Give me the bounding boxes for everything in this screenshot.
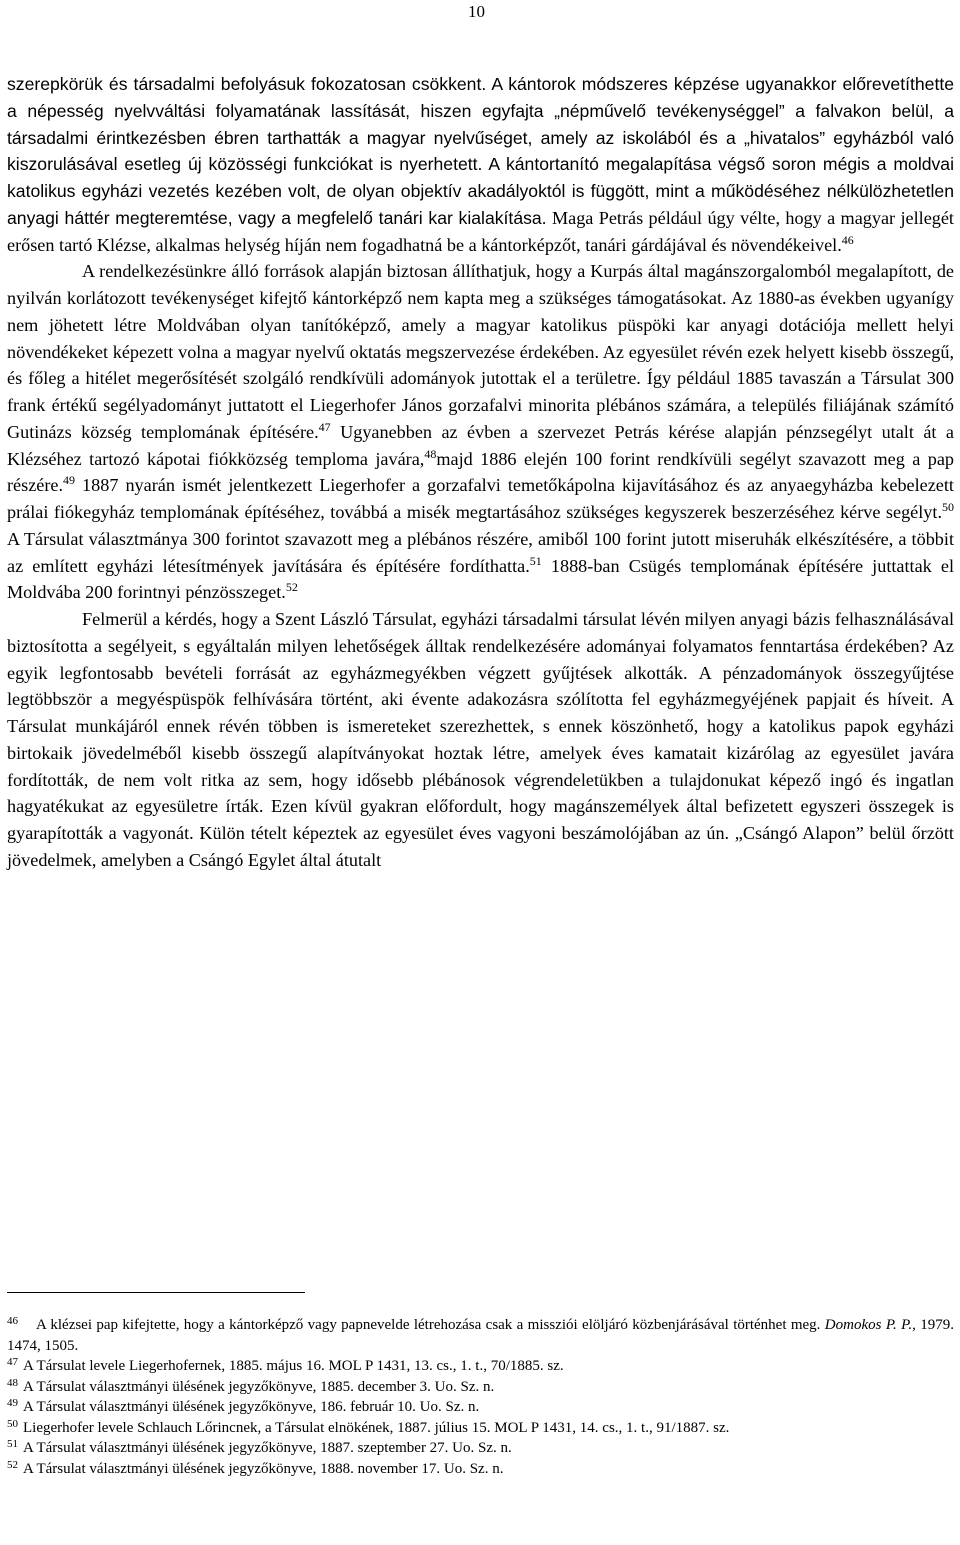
body-text xyxy=(7,71,954,874)
text-run: szerepkörük és társadalmi befolyásuk fokozatosan csökkent. xyxy=(7,74,492,94)
text-run: A Társulat választmánya 300 forintot szavazott meg a plébános részére, amiből 100 forint jutott miseruhák elkészítésére, a többit az említett egyházi létesítmények javítására és építésére fordíthatta. xyxy=(7,528,954,576)
footnote-ref[interactable]: 52 xyxy=(285,580,298,595)
footnote-number: 46 xyxy=(7,1315,18,1327)
footnote-number: 49 xyxy=(7,1397,18,1409)
footnote-number: 51 xyxy=(7,1438,18,1450)
text-run: majd 1886 elején 100 forint rendkívüli segélyt szavazott meg a pap részére. xyxy=(7,448,954,496)
text-run: Maga Petrás például úgy vélte, hogy a magyar jellegét erősen tartó Klézse, alkalmas helység híján nem fogadhatná be a kántorképzőt, tanári gárdájával és növendékeivel. xyxy=(7,207,954,255)
footnote-ref[interactable]: 46 xyxy=(841,232,854,247)
footnote xyxy=(7,1377,954,1398)
footnote-text: A Társulat választmányi ülésének jegyzőkönyve, 1885. december 3. Uo. Sz. n. xyxy=(23,1378,495,1395)
footnote-number: 52 xyxy=(7,1458,18,1471)
text-run: 1888-ban Csügés templomának építésére juttattak el Moldvába 200 forintnyi pénzösszeget. xyxy=(7,555,955,603)
text-run: A rendelkezésünkre álló források alapján biztosan állíthatjuk, hogy a Kurpás által magánszorgalomból megalapított, de nyilván korlátozott tevékenységet kifejtő kántorképző nem kapta meg a szükséges támogatásokat. Az 1880-as években ugyanígy nem jöhetett létre Moldvában olyan tanítóképző, amely a magyar katolikus püspöki kar anyagi dotációja mellett helyi növendékeket képezett volna a magyar nyelvű oktatás megszervezése érdekében. Az egyesület révén ezek helyett kisebb összegű, és főleg a hitélet megerősítését szolgáló rendkívüli adományok jutottak el a területre. Így például 1885 tavaszán a Társulat 300 frank értékű segélyadományt juttatott el Liegerhofer János gorzafalvi minorita plébános számára, a település filiájának számító Gutinázs község templomának építésére. xyxy=(7,261,954,442)
footnote-text: A klézsei pap kifejtette, hogy a kántorképző vagy papnevelde létrehozása csak a missziói elöljáró közbenjárásával történhet meg. xyxy=(36,1317,825,1333)
footnote xyxy=(7,1438,954,1459)
footnote-divider xyxy=(7,1292,305,1293)
footnote xyxy=(7,1356,954,1377)
footnote xyxy=(7,1459,954,1480)
footnote-number: 50 xyxy=(7,1417,18,1430)
footnote-text: Liegerhofer levele Schlauch Lőrincnek, a Társulat elnökének, 1887. július 15. MOL P 1431, 14. cs., 1. t., 91/1887. sz. xyxy=(23,1419,730,1436)
footnote-number: 48 xyxy=(7,1376,18,1389)
footnote-text: , 1979. 1474, 1505. xyxy=(7,1317,954,1354)
footnote xyxy=(7,1418,954,1439)
footnote-ref[interactable]: 48 xyxy=(424,446,437,461)
text-run: A kántortanító megalapítása végső soron mégis a moldvai katolikus egyházi vezetés kezében volt, de olyan objektív akadályoktól is függött, mint a működéséhez nélkülözhetetlen anyagi háttér megteremtése, vagy a megfelelő tanári kar kialakítása. xyxy=(7,154,954,228)
paragraph xyxy=(7,258,954,606)
page-number: 10 xyxy=(468,2,485,21)
paragraph xyxy=(7,606,954,874)
footnote-text: A Társulat levele Liegerhofernek, 1885. május 16. MOL P 1431, 13. cs., 1. t., 70/1885. sz. xyxy=(23,1358,564,1374)
citation-author: Domokos P. P. xyxy=(824,1317,913,1333)
footnote-number: 47 xyxy=(7,1356,18,1368)
text-run: Felmerül a kérdés, hogy a Szent László Társulat, egyházi társadalmi társulat lévén milyen anyagi bázis felhasználásával biztosította a segélyeit, s egyáltalán milyen lehetőségek álltak rendelkezésére adományai folyamatos fenntartása érdekében? Az egyik legfontosabb bevételi forrását az egyházmegyékben végzett gyűjtések alkották. A pénzadományok összegyűjtése legtöbbször a megyéspüspök felhívására történt, aki évente adakozásra szólította fel egyházmegyéjének papjait és híveit. A Társulat munkájáról ennek révén többen is ismereteket szerezhettek, s ennek köszönhető, hogy a katolikus papok egyházi birtokaik jövedelméből kisebb összegű alapítványokat hoztak létre, amelyek éves kamatait kizárólag az egyesület javára fordították, de nem volt ritka az sem, hogy idősebb plébánosok végrendeletükben a tulajdonukat képező ingó és ingatlan hagyatékukat az egyesületre írták. Ezen kívül gyakran előfordult, hogy magánszemélyek által befizetett egyszeri összegek is gyarapították a vagyonát. Külön tételt képeztek az egyesület éves vagyoni beszámolójában az ún. „Csángó Alapon” belül őrzött jövedelmek, amelyben a Csángó Egylet által átutalt xyxy=(7,609,954,870)
footnote-ref[interactable]: 51 xyxy=(529,553,542,568)
footnote xyxy=(7,1315,954,1356)
footnote-ref[interactable]: 49 xyxy=(63,473,76,488)
footnotes xyxy=(7,1315,954,1479)
paragraph xyxy=(7,71,954,258)
footnote-text: A Társulat választmányi ülésének jegyzőkönyve, 1887. szeptember 27. Uo. Sz. n. xyxy=(23,1440,512,1456)
text-run: Ugyanebben az évben a szervezet Petrás kérése alapján pénzsegélyt utalt át a Klézséhez tartozó kápotai fiókközség temploma javára, xyxy=(7,421,954,469)
text-run: 1887 nyarán ismét jelentkezett Liegerhofer a gorzafalvi temetőkápolna kijavításához és az anyaegyházba kebelezett prálai fiókegyház templomának építéséhez, továbbá a misék megtartásához szükséges kegyszerek beszerzéséhez kérve segélyt. xyxy=(7,475,954,522)
footnote xyxy=(7,1397,954,1418)
footnote-ref[interactable]: 47 xyxy=(318,419,331,434)
text-run: A kántorok módszeres képzése ugyanakkor előrevetíthette a népesség nyelvváltási folyamatának lassítását, hiszen egyfajta „népművelő tevékenységgel” a falvakon belül, a társadalmi érintkezésben ébren tarthatták a magyar nyelvűséget, amely az iskolából és a „hivatalos” egyházból való kiszorulásával esetleg új közösségi funkciókat is nyerhetett. xyxy=(7,74,955,175)
footnote-text: A Társulat választmányi ülésének jegyzőkönyve, 1888. november 17. Uo. Sz. n. xyxy=(23,1460,504,1477)
footnote-text: A Társulat választmányi ülésének jegyzőkönyve, 186. február 10. Uo. Sz. n. xyxy=(23,1399,480,1415)
footnote-ref[interactable]: 50 xyxy=(942,500,954,514)
